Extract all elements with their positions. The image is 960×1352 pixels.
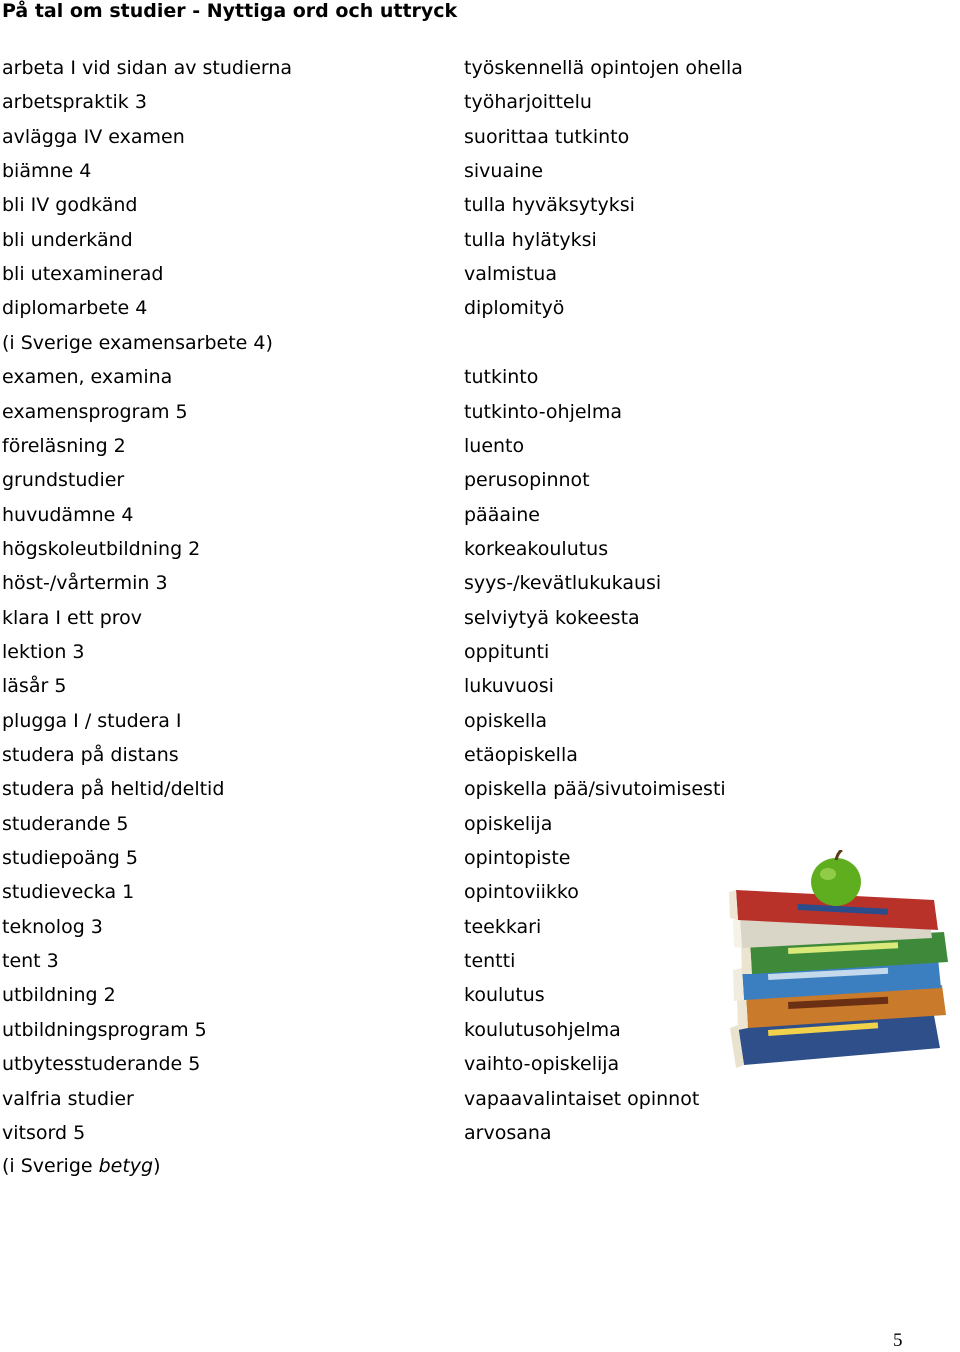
vocabulary-row bbox=[0, 606, 960, 640]
swedish-term: bli utexaminerad bbox=[2, 263, 164, 286]
finnish-term: oppitunti bbox=[464, 640, 550, 663]
finnish-term: teekkari bbox=[464, 915, 542, 938]
finnish-term: opiskella pää/sivutoimisesti bbox=[464, 778, 726, 801]
finnish-term: arvosana bbox=[464, 1121, 552, 1144]
finnish-term: lukuvuosi bbox=[464, 675, 554, 698]
finnish-term: vaihto-opiskelija bbox=[464, 1053, 620, 1076]
swedish-term: utbildningsprogram 5 bbox=[2, 1018, 207, 1041]
finnish-term: tulla hyväksytyksi bbox=[464, 194, 635, 217]
finnish-term: valmistua bbox=[464, 263, 557, 286]
swedish-term: studera på distans bbox=[2, 744, 179, 766]
swedish-term: examensprogram 5 bbox=[2, 400, 188, 423]
swedish-term-prefix: (i Sverige bbox=[2, 1155, 99, 1177]
vocabulary-row bbox=[0, 228, 960, 262]
finnish-term: syys-/kevätlukukausi bbox=[464, 572, 662, 595]
finnish-term: vapaavalintaiset opinnot bbox=[464, 1087, 700, 1110]
swedish-term bbox=[2, 1154, 161, 1178]
finnish-term: korkeakoulutus bbox=[464, 537, 609, 560]
swedish-term: (i Sverige examensarbete 4) bbox=[2, 331, 273, 354]
finnish-term: selviytyä kokeesta bbox=[464, 606, 640, 629]
swedish-term: vitsord 5 bbox=[2, 1121, 86, 1144]
swedish-term: huvudämne 4 bbox=[2, 503, 134, 526]
vocabulary-row bbox=[0, 296, 960, 330]
stack-of-books-with-apple bbox=[728, 850, 960, 1072]
swedish-term: grundstudier bbox=[2, 469, 125, 492]
swedish-term: höst-/vårtermin 3 bbox=[2, 572, 168, 595]
swedish-term: lektion 3 bbox=[2, 640, 85, 663]
vocabulary-row bbox=[0, 1087, 960, 1121]
finnish-term: koulutus bbox=[464, 984, 545, 1007]
finnish-term: opiskella bbox=[464, 709, 548, 732]
vocabulary-row bbox=[0, 743, 960, 777]
swedish-term: arbetspraktik 3 bbox=[2, 91, 147, 114]
vocabulary-row bbox=[0, 812, 960, 846]
swedish-term: bli underkänd bbox=[2, 228, 133, 251]
finnish-term: luento bbox=[464, 434, 525, 457]
vocabulary-row bbox=[0, 90, 960, 124]
vocabulary-row bbox=[0, 365, 960, 399]
vocabulary-row bbox=[0, 777, 960, 811]
swedish-term: studievecka 1 bbox=[2, 881, 135, 904]
vocabulary-row bbox=[0, 468, 960, 502]
finnish-term: tutkinto-ohjelma bbox=[464, 400, 622, 423]
finnish-term: diplomityö bbox=[464, 297, 565, 320]
finnish-term: tutkinto bbox=[464, 366, 539, 389]
swedish-term: tent 3 bbox=[2, 950, 59, 973]
finnish-term: opiskelija bbox=[464, 812, 553, 835]
finnish-term: opintoviikko bbox=[464, 881, 579, 904]
vocabulary-row bbox=[0, 125, 960, 159]
swedish-term: teknolog 3 bbox=[2, 915, 103, 938]
swedish-term: diplomarbete 4 bbox=[2, 297, 148, 320]
page-number: 5 bbox=[893, 1330, 903, 1351]
swedish-term: läsår 5 bbox=[2, 675, 67, 698]
vocabulary-row bbox=[0, 193, 960, 227]
vocabulary-row bbox=[0, 571, 960, 605]
finnish-term: suorittaa tutkinto bbox=[464, 125, 630, 148]
swedish-term: arbeta I vid sidan av studierna bbox=[2, 57, 293, 79]
finnish-term: työharjoittelu bbox=[464, 91, 592, 114]
vocabulary-row bbox=[0, 159, 960, 193]
finnish-term: koulutusohjelma bbox=[464, 1018, 621, 1041]
swedish-term: studera på heltid/deltid bbox=[2, 778, 225, 801]
finnish-term: etäopiskella bbox=[464, 744, 578, 766]
vocabulary-row bbox=[0, 1154, 960, 1188]
swedish-term: studerande 5 bbox=[2, 812, 129, 835]
page-title: På tal om studier - Nyttiga ord och uttryck bbox=[2, 0, 458, 22]
finnish-term: perusopinnot bbox=[464, 469, 590, 492]
vocabulary-row bbox=[0, 262, 960, 296]
swedish-term: avlägga IV examen bbox=[2, 125, 185, 148]
swedish-term: studiepoäng 5 bbox=[2, 847, 138, 870]
vocabulary-row bbox=[0, 709, 960, 743]
swedish-term: biämne 4 bbox=[2, 160, 92, 183]
finnish-term: työskennellä opintojen ohella bbox=[464, 57, 743, 79]
swedish-term: föreläsning 2 bbox=[2, 434, 126, 457]
swedish-term: bli IV godkänd bbox=[2, 194, 138, 217]
swedish-term: utbytesstuderande 5 bbox=[2, 1053, 201, 1076]
swedish-term: högskoleutbildning 2 bbox=[2, 537, 201, 560]
swedish-term: examen, examina bbox=[2, 366, 173, 389]
swedish-term: plugga I / studera I bbox=[2, 709, 182, 732]
finnish-term: opintopiste bbox=[464, 847, 571, 870]
vocabulary-row bbox=[0, 400, 960, 434]
vocabulary-row bbox=[0, 56, 960, 90]
finnish-term: tulla hylätyksi bbox=[464, 228, 597, 251]
swedish-term: klara I ett prov bbox=[2, 606, 143, 629]
swedish-term: valfria studier bbox=[2, 1087, 134, 1110]
vocabulary-row bbox=[0, 674, 960, 708]
vocabulary-row bbox=[0, 1121, 960, 1155]
vocabulary-row bbox=[0, 640, 960, 674]
vocabulary-row bbox=[0, 434, 960, 468]
finnish-term: tentti bbox=[464, 950, 516, 973]
finnish-term: pääaine bbox=[464, 503, 540, 526]
apple bbox=[811, 850, 861, 906]
vocabulary-row bbox=[0, 537, 960, 571]
swedish-term-suffix: ) bbox=[153, 1155, 161, 1177]
vocabulary-row bbox=[0, 503, 960, 537]
swedish-term-italic: betyg bbox=[98, 1155, 154, 1177]
swedish-term: utbildning 2 bbox=[2, 984, 116, 1007]
vocabulary-row bbox=[0, 331, 960, 365]
finnish-term: sivuaine bbox=[464, 160, 544, 183]
